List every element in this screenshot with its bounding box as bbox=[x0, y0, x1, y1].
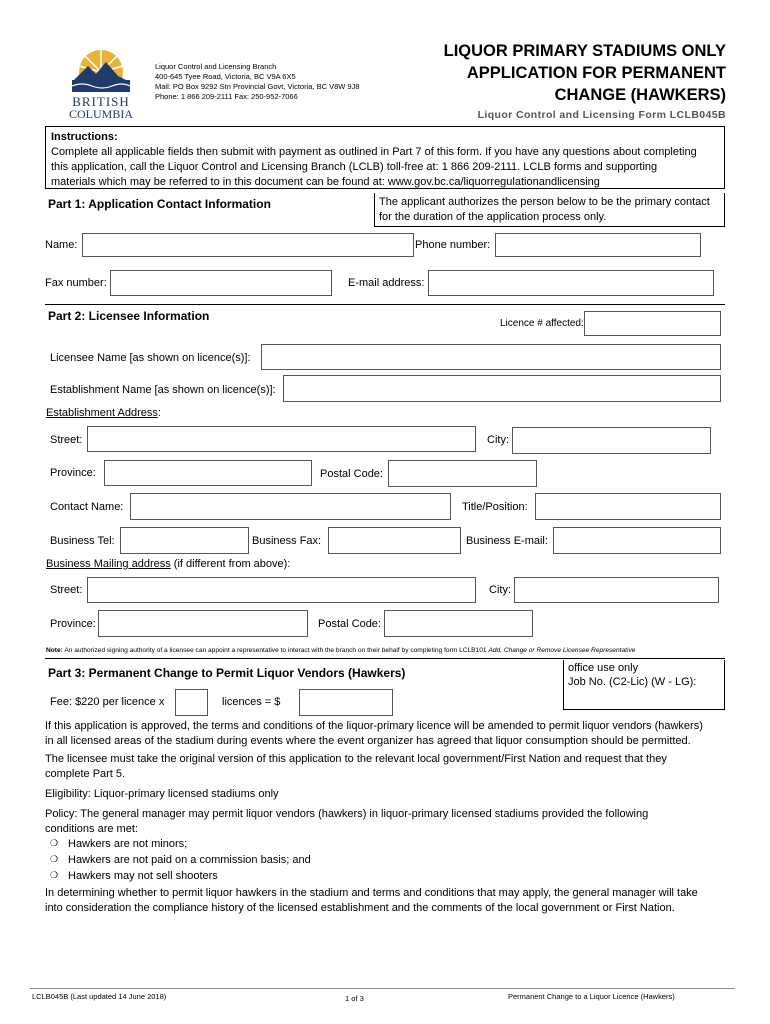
form-title-line-3: CHANGE (HAWKERS) bbox=[554, 86, 726, 104]
condition-item: Hawkers are not paid on a commission basis; and bbox=[68, 854, 311, 866]
note-form-link[interactable]: Add, Change or Remove Licensee Representative bbox=[488, 647, 636, 654]
business-tel-label: Business Tel: bbox=[50, 535, 115, 547]
org-address-1: 400-645 Tyee Road, Victoria, BC V9A 6X5 bbox=[155, 72, 296, 81]
fax-field[interactable] bbox=[110, 270, 332, 296]
part1-note-box bbox=[374, 193, 725, 227]
phone-field[interactable] bbox=[495, 233, 701, 257]
business-fax-field[interactable] bbox=[328, 527, 461, 554]
postal-field[interactable] bbox=[388, 460, 537, 487]
mailing-province-label: Province: bbox=[50, 618, 96, 630]
footer-divider bbox=[30, 988, 735, 989]
city-field[interactable] bbox=[512, 427, 711, 454]
instructions-line-1: Complete all applicable fields then submit with payment as outlined in Part 7 of this form. If you have any questions about completing bbox=[51, 146, 697, 158]
footer-form-title: Permanent Change to a Liquor Licence (Hawkers) bbox=[508, 992, 675, 1001]
original-para-line-2: complete Part 5. bbox=[45, 768, 126, 780]
fax-label: Fax number: bbox=[45, 277, 107, 289]
original-para-line-1: The licensee must take the original version of this application to the relevant local government/First Nation and request that they bbox=[45, 753, 667, 765]
licence-field[interactable] bbox=[584, 311, 721, 336]
office-use-label: office use only bbox=[568, 662, 639, 674]
part-divider-1 bbox=[45, 304, 725, 305]
business-tel-field[interactable] bbox=[120, 527, 249, 554]
name-field[interactable] bbox=[82, 233, 414, 257]
establishment-address-colon: : bbox=[157, 407, 161, 419]
policy-line-2: conditions are met: bbox=[45, 823, 138, 835]
policy-line-1: Policy: The general manager may permit liquor vendors (hawkers) in liquor-primary licensed stadiums provided the following bbox=[45, 808, 649, 820]
street-label: Street: bbox=[50, 434, 83, 446]
determination-line-2: into consideration the compliance history of the licensed establishment and the comments of the local government or First Nation. bbox=[45, 902, 675, 914]
part1-heading: Part 1: Application Contact Information bbox=[48, 197, 271, 211]
office-use-box bbox=[563, 660, 725, 710]
instructions-line-2: this application, call the Liquor Control and Licensing Branch (LCLB) toll-free at: 1 866 209-2111. LCLB forms and supporting bbox=[51, 161, 658, 173]
form-title-line-2: APPLICATION FOR PERMANENT bbox=[466, 64, 726, 82]
footer-page-number: 1 of 3 bbox=[345, 994, 364, 1003]
mailing-province-field[interactable] bbox=[98, 610, 308, 637]
province-field[interactable] bbox=[104, 460, 312, 486]
mailing-city-label: City: bbox=[489, 584, 511, 596]
fee-total-field[interactable] bbox=[299, 689, 393, 716]
street-field[interactable] bbox=[87, 426, 476, 452]
mailing-address-suffix: (if different from above): bbox=[170, 558, 291, 570]
part1-note-line-2: for the duration of the application process only. bbox=[379, 211, 607, 223]
instructions-line-3: materials which may be referred to in this document can be found at: www.gov.bc.ca/liquorregulationandlicensing bbox=[51, 176, 600, 188]
mailing-postal-field[interactable] bbox=[384, 610, 533, 637]
name-label: Name: bbox=[45, 239, 78, 251]
establishment-name-label: Establishment Name [as shown on licence(s)]: bbox=[50, 384, 276, 396]
determination-line-1: In determining whether to permit liquor hawkers in the stadium and terms and conditions that may apply, the general manager will take bbox=[45, 887, 698, 899]
logo-text-british: BRITISH bbox=[72, 94, 130, 109]
establishment-address-label: Establishment Address bbox=[46, 407, 158, 419]
licences-total-label: licences = $ bbox=[222, 696, 281, 708]
mailing-street-label: Street: bbox=[50, 584, 83, 596]
bc-logo-icon bbox=[60, 42, 142, 92]
business-email-field[interactable] bbox=[553, 527, 721, 554]
licence-count-field[interactable] bbox=[175, 689, 208, 716]
mailing-address-label: Business Mailing address bbox=[46, 558, 171, 570]
approval-para-line-1: If this application is approved, the terms and conditions of the liquor-primary licence will be amended to permit liquor vendors (hawkers) bbox=[45, 720, 703, 732]
instructions-box bbox=[45, 126, 725, 189]
condition-bullet-icon: ❍ bbox=[50, 870, 59, 880]
footer-form-id: LCLB045B (Last updated 14 June 2018) bbox=[32, 992, 167, 1001]
email-label: E-mail address: bbox=[348, 277, 425, 289]
licensee-name-label: Licensee Name [as shown on licence(s)]: bbox=[50, 352, 251, 364]
province-label: Province: bbox=[50, 467, 96, 479]
contact-name-field[interactable] bbox=[130, 493, 451, 520]
note-text: An authorized signing authority of a licensee can appoint a representative to interact with the branch on their behalf by completing form LCLB101 bbox=[62, 647, 489, 654]
form-id: Liquor Control and Licensing Form LCLB045B bbox=[477, 109, 726, 121]
business-fax-label: Business Fax: bbox=[252, 535, 322, 547]
approval-para-line-2: in all licensed areas of the stadium during events where the event organizer has agreed that liquor consumption should be permitted. bbox=[45, 735, 691, 747]
note-bold: Note: bbox=[46, 647, 63, 654]
city-label: City: bbox=[487, 434, 509, 446]
business-email-label: Business E-mail: bbox=[466, 535, 548, 547]
condition-bullet-icon: ❍ bbox=[50, 854, 59, 864]
logo-text-columbia: COLUMBIA bbox=[68, 107, 133, 121]
establishment-name-field[interactable] bbox=[283, 375, 721, 402]
condition-item: Hawkers are not minors; bbox=[68, 838, 188, 850]
fee-label: Fee: $220 per licence x bbox=[50, 696, 165, 708]
representative-note bbox=[46, 647, 726, 654]
mailing-city-field[interactable] bbox=[514, 577, 719, 603]
job-number-label: Job No. (C2-Lic) (W - LG): bbox=[568, 676, 697, 688]
condition-bullet-icon: ❍ bbox=[50, 838, 59, 848]
email-field[interactable] bbox=[428, 270, 714, 296]
eligibility-text: Eligibility: Liquor-primary licensed stadiums only bbox=[45, 788, 279, 800]
form-title-line-1: LIQUOR PRIMARY STADIUMS ONLY bbox=[443, 42, 726, 60]
mailing-postal-label: Postal Code: bbox=[318, 618, 381, 630]
mailing-street-field[interactable] bbox=[87, 577, 476, 603]
licensee-name-field[interactable] bbox=[261, 344, 721, 370]
postal-label: Postal Code: bbox=[320, 468, 383, 480]
part1-note-line-1: The applicant authorizes the person below to be the primary contact bbox=[379, 196, 710, 208]
part-divider-2 bbox=[45, 658, 725, 659]
condition-item: Hawkers may not sell shooters bbox=[68, 870, 218, 882]
part3-heading: Part 3: Permanent Change to Permit Liquor Vendors (Hawkers) bbox=[48, 666, 406, 680]
instructions-heading: Instructions: bbox=[51, 131, 118, 143]
org-address-2: Mail: PO Box 9292 Stn Provincial Govt, Victoria, BC V8W 9J8 bbox=[155, 82, 360, 91]
org-phone: Phone: 1 866 209-2111 Fax: 250-952-7066 bbox=[155, 92, 298, 101]
part2-heading: Part 2: Licensee Information bbox=[48, 309, 210, 323]
org-name: Liquor Control and Licensing Branch bbox=[155, 62, 277, 71]
phone-label: Phone number: bbox=[415, 239, 491, 251]
title-position-label: Title/Position: bbox=[462, 501, 528, 513]
bc-logo bbox=[60, 42, 142, 121]
licence-label: Licence # affected: bbox=[500, 318, 584, 329]
contact-name-label: Contact Name: bbox=[50, 501, 124, 513]
title-position-field[interactable] bbox=[535, 493, 721, 520]
